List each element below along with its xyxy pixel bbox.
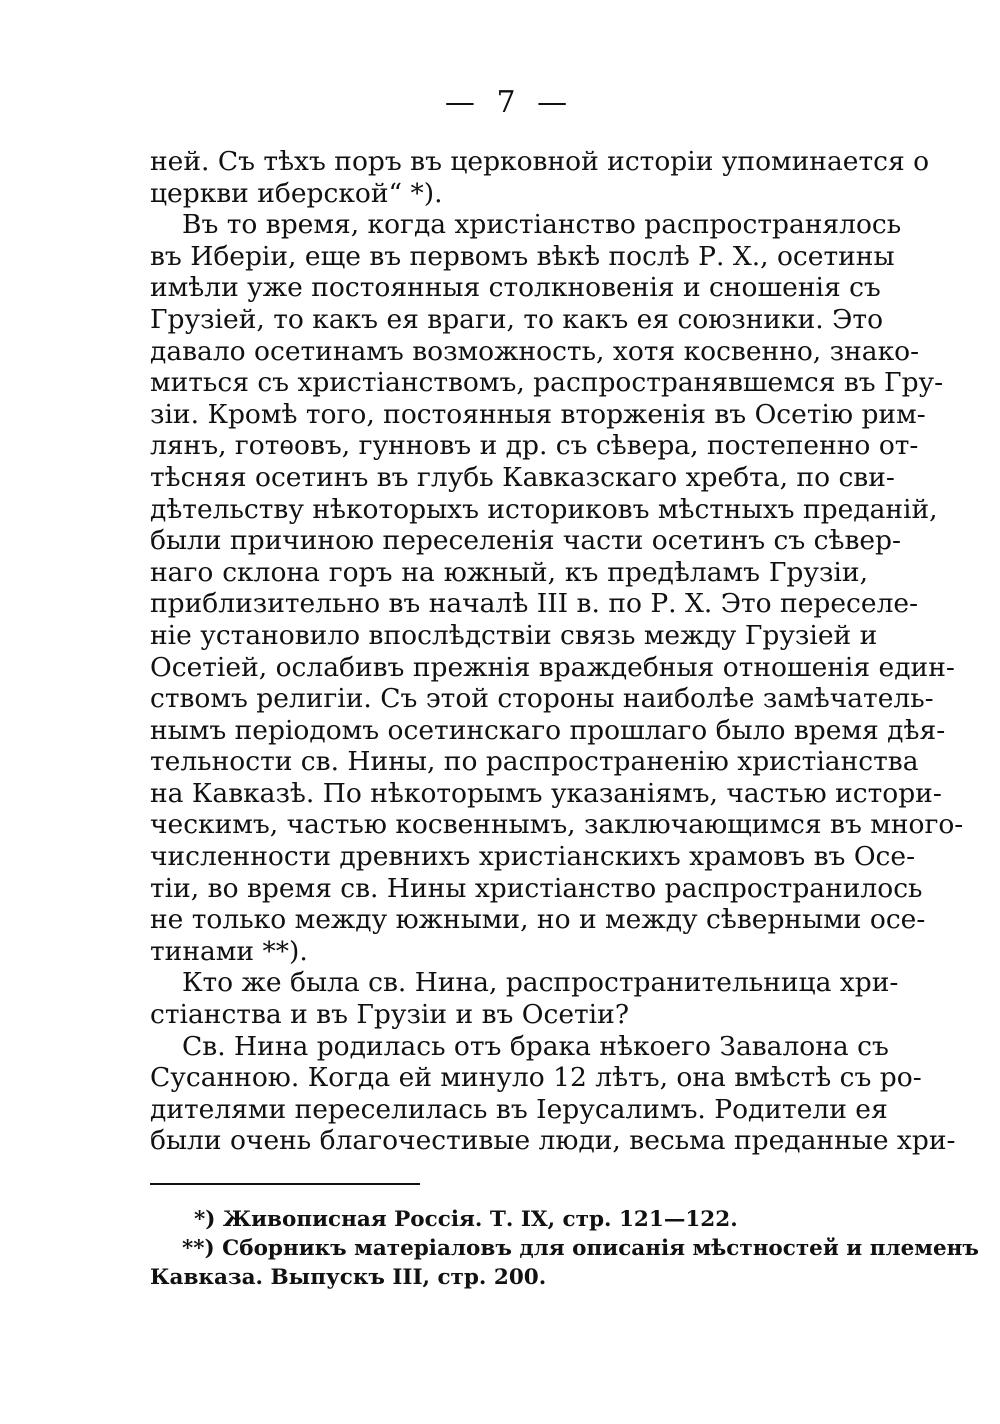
text-line: ней. Съ тѣхъ поръ въ церковной исторіи упоминается о [150,146,930,177]
text-line: Въ то время, когда христіанство распространялось [182,209,902,241]
text-line: дѣтельству нѣкоторыхъ историковъ мѣстныхъ преданій, [150,493,938,525]
footnotes [150,1205,979,1292]
text-line: тіи, во время св. Нины христіанство распространилось [150,872,923,904]
text-line: Осетіей, ослабивъ прежнія враждебныя отношенія един- [150,651,955,683]
text-line: стіанства и въ Грузіи и въ Осетіи? [150,999,630,1031]
text-line: лянъ, готѳовъ, гунновъ и др. съ сѣвера, постепенно от- [150,430,919,462]
text-line: церкви иберской“ *). [150,177,443,209]
text-line: Грузіей, то какъ ея враги, то какъ ея союзники. Это [150,303,884,335]
text-line: ческимъ, частью косвеннымъ, заключающимся въ много- [150,809,964,841]
text-line: ніе установило впослѣдствіи связь между Грузіей и [150,619,878,651]
text-line: не только между южными, но и между сѣверными осе- [150,904,926,936]
text-line: имѣли уже постоянныя столкновенія и сношенія съ [150,272,881,304]
footnote-2: **) Сборникъ матеріаловъ для описанія мѣстностей и племенъ [182,1236,979,1261]
text-line: нымъ періодомъ осетинскаго прошлаго было время дѣя- [150,714,946,746]
text-line: зіи. Кромѣ того, постоянныя вторженія въ Осетію рим- [150,398,926,430]
text-line: были причиною переселенія части осетинъ съ сѣвер- [150,525,901,557]
text-line: дителями переселилась въ Іерусалимъ. Родители ея [150,1093,888,1125]
text-line: численности древнихъ христіанскихъ храмовъ въ Осе- [150,841,916,873]
text-line: тинами **). [150,935,308,967]
text-line: на Кавказѣ. По нѣкоторымъ указаніямъ, частью истори- [150,777,942,809]
text-line: наго склона горъ на южный, къ предѣламъ Грузіи, [150,556,868,588]
page-number: — 7 — [444,85,574,120]
text-line: тѣсняя осетинъ въ глубь Кавказскаго хребта, по сви- [150,461,895,493]
text-line: Кто же была св. Нина, распространительница хри- [182,967,899,999]
text-line: Сусанною. Когда ей минуло 12 лѣтъ, она вмѣстѣ съ ро- [150,1062,922,1094]
text-line: приблизительно въ началѣ III в. по Р. X. Это переселе- [150,588,919,620]
text-line: въ Иберіи, еще въ первомъ вѣкѣ послѣ Р. X., осетины [150,240,895,272]
footnote-divider [150,1183,420,1185]
footnote-1: *) Живописная Россія. Т. IX, стр. 121—122. [194,1207,738,1232]
footnote-2-continued: Кавказа. Выпускъ III, стр. 200. [150,1265,547,1290]
text-line: тельности св. Нины, по распространенію христіанства [150,746,919,778]
text-line: ствомъ религіи. Съ этой стороны наиболѣе замѣчатель- [150,683,934,715]
body-text [150,146,964,1157]
text-line: миться съ христіанствомъ, распространявшемся въ Гру- [150,367,944,399]
text-line: Св. Нина родилась отъ брака нѣкоего Завалона съ [182,1030,889,1062]
text-line: были очень благочестивые люди, весьма преданные хри- [150,1125,956,1157]
book-page [150,80,979,1292]
text-line: давало осетинамъ возможность, хотя косвенно, знако- [150,335,920,367]
